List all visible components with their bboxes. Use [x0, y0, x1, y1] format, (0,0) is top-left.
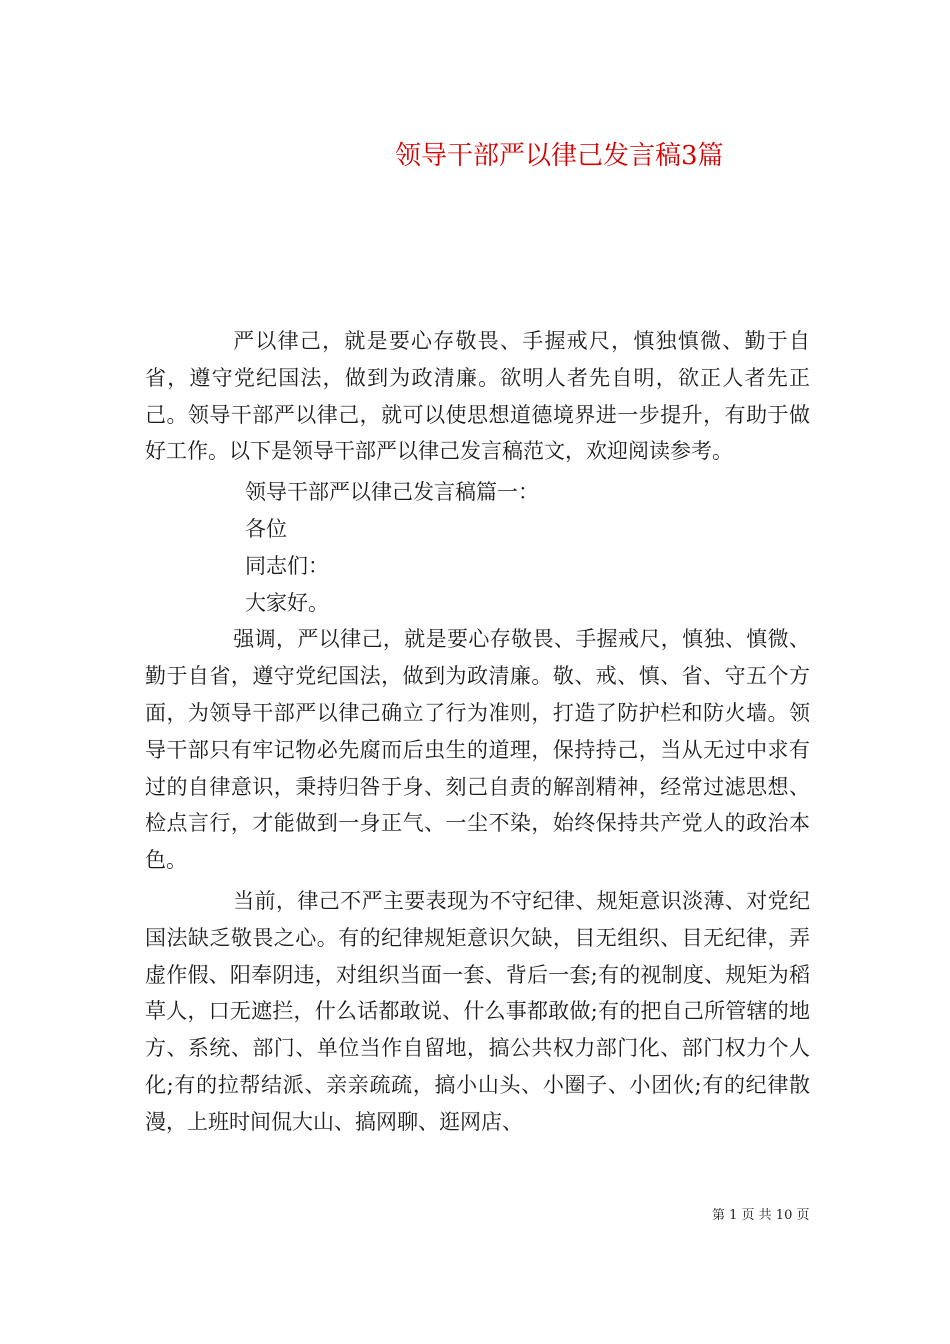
- greeting-line: 各位: [245, 516, 287, 541]
- section-heading: 领导干部严以律己发言稿篇一：: [245, 480, 539, 505]
- document-body: [145, 323, 810, 1141]
- intro-paragraph: 严以律己，就是要心存敬畏、手握戒尺，慎独慎微、勤于自省，遵守党纪国法，做到为政清廉。欲明人者先自明，欲正人者先正己。领导干部严以律己，就可以使思想道德境界进一步提升，有助于做好工作。以下是领导干部严以律己发言稿范文，欢迎阅读参考。: [145, 329, 810, 464]
- page-number: 第 1 页 共 10 页: [712, 1208, 810, 1223]
- document-title: 领导干部严以律己发言稿3篇: [395, 141, 724, 171]
- body-paragraph: 强调，严以律己，就是要心存敬畏、手握戒尺，慎独、慎微、勤于自省，遵守党纪国法，做到为政清廉。敬、戒、慎、省、守五个方面，为领导干部严以律己确立了行为准则，打造了防护栏和防火墙。领导干部只有牢记物必先腐而后虫生的道理，保持持己，当从无过中求有过的自律意识，秉持归咎于身、刻己自责的解剖精神，经常过滤思想、检点言行，才能做到一身正气、一尘不染，始终保持共产党人的政治本色。: [145, 627, 810, 873]
- greeting-line: 大家好。: [245, 590, 329, 615]
- greeting-line: 同志们：: [245, 553, 329, 578]
- body-paragraph: 当前，律己不严主要表现为不守纪律、规矩意识淡薄、对党纪国法缺乏敬畏之心。有的纪律规矩意识欠缺，目无组织、目无纪律，弄虚作假、阳奉阴违，对组织当面一套、背后一套;有的视制度、规矩为稻草人，口无遮拦，什么话都敢说、什么事都敢做;有的把自己所管辖的地方、系统、部门、单位当作自留地，搞公共权力部门化、部门权力个人化;有的拉帮结派、亲亲疏疏，搞小山头、小圈子、小团伙;有的纪律散漫，上班时间侃大山、搞网聊、逛网店、: [145, 888, 810, 1134]
